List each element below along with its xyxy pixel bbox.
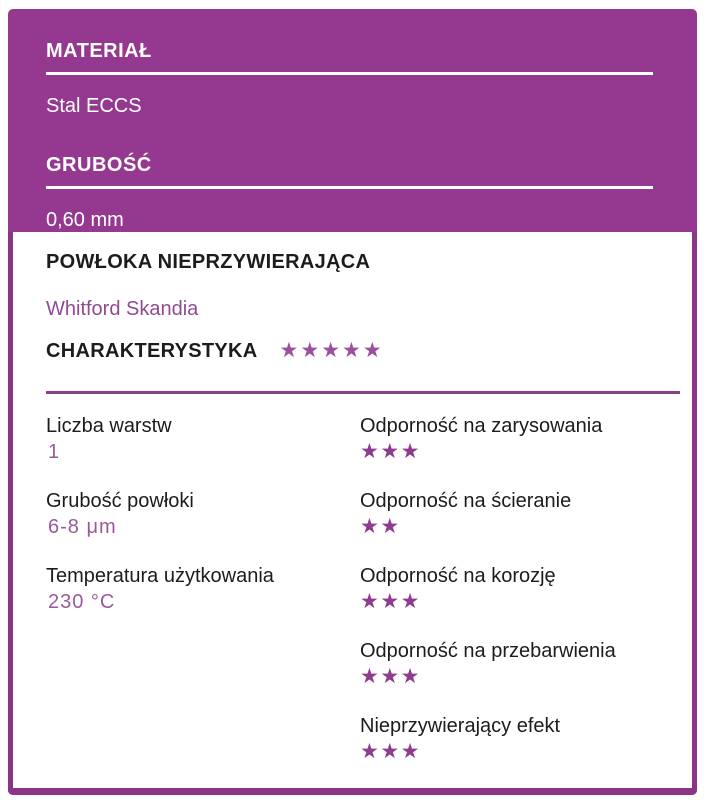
rating-label: Nieprzywierający efekt [360,715,561,737]
spec-item [46,413,360,465]
coating-title: POWŁOKA NIEPRZYWIERAJĄCA [46,251,371,273]
material-heading: MATERIAŁ [46,40,152,62]
spec-column-left [46,413,360,788]
material-value: Stal ECCS [46,95,142,117]
rating-label: Odporność na zarysowania [360,415,603,437]
rating-item [360,563,680,615]
star-rating: ★★★ [360,665,421,688]
coating-brand: Whitford Skandia [46,298,199,320]
spec-label: Grubość powłoki [46,490,194,512]
spec-columns [46,413,680,788]
characteristics-row [46,338,680,364]
star-rating: ★★★ [360,740,421,763]
rating-label: Odporność na korozję [360,565,556,587]
product-spec-card [8,9,697,790]
spec-value: 6-8 μm [48,516,117,538]
characteristics-star-rating: ★★★★★ [279,339,384,362]
rating-column-right [360,413,680,788]
spacer [46,118,653,153]
rating-item [360,488,680,540]
spec-value: 1 [48,441,61,463]
thickness-divider [46,186,653,189]
spec-item [46,488,360,540]
thickness-heading: GRUBOŚĆ [46,154,152,176]
coating-details-panel [8,232,697,795]
spec-label: Temperatura użytkowania [46,565,274,587]
spec-label: Liczba warstw [46,415,172,437]
card-header-section [8,9,697,232]
rating-item [360,638,680,690]
spec-item [46,563,360,615]
rating-item [360,713,680,765]
rating-item [360,413,680,465]
rating-label: Odporność na przebarwienia [360,640,616,662]
rating-label: Odporność na ścieranie [360,490,572,512]
characteristics-label: CHARAKTERYSTYKA [46,340,258,362]
thickness-value: 0,60 mm [46,209,124,231]
spec-value: 230 °C [48,591,116,613]
characteristics-divider [46,391,680,394]
star-rating: ★★★ [360,440,421,463]
star-rating: ★★ [360,515,401,538]
star-rating: ★★★ [360,590,421,613]
material-divider [46,72,653,75]
